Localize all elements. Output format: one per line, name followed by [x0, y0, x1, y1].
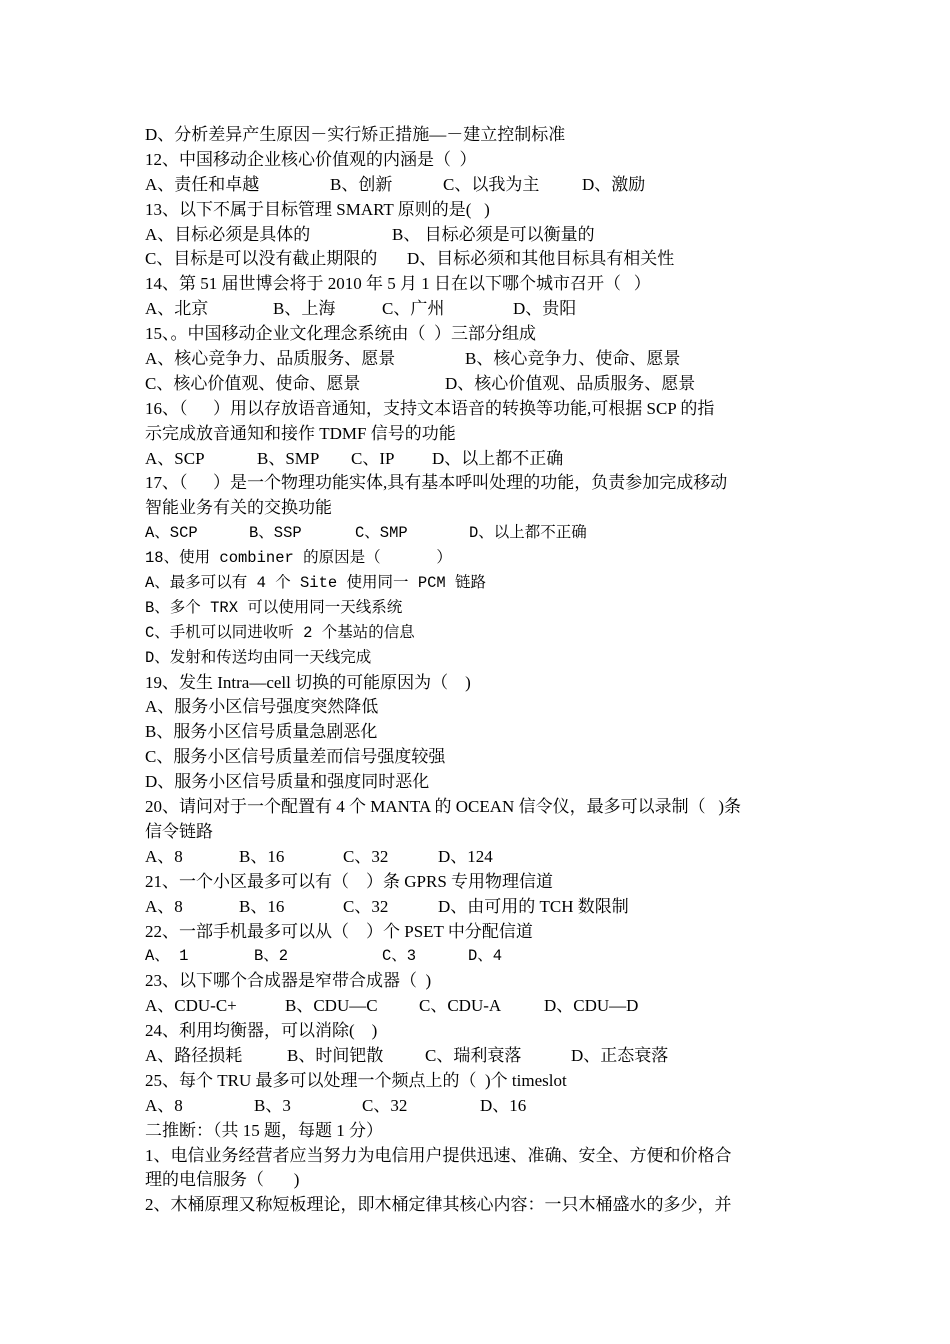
answer-option: D、目标必须和其他目标具有相关性 [407, 249, 675, 269]
text-line: 13、以下不属于目标管理 SMART 原则的是( ) [145, 199, 490, 219]
answer-option: B、SSP [249, 524, 302, 543]
text-line: 示完成放音通知和接作 TDMF 信号的功能 [145, 423, 456, 443]
answer-option: C、IP [351, 448, 395, 468]
answer-option: C、以我为主 [443, 174, 540, 194]
document-body [145, 123, 810, 1218]
answer-option: C、广州 [382, 299, 445, 319]
option-row [145, 347, 810, 372]
text-line: A、最多可以有 4 个 Site 使用同一 PCM 链路 [145, 574, 487, 593]
text-line: 19、发生 Intra—cell 切换的可能原因为（ ) [145, 672, 471, 692]
text-line: 1、电信业务经营者应当努力为电信用户提供迅速、准确、安全、方便和价格合 [145, 1145, 732, 1165]
option-row [145, 372, 810, 397]
text-line: 20、请问对于一个配置有 4 个 MANTA 的 OCEAN 信令仪，最多可以录制（ )条 [145, 797, 741, 817]
text-line: 理的电信服务（ ) [145, 1170, 300, 1190]
answer-option: B、核心竞争力、使命、愿景 [465, 349, 681, 369]
answer-option: C、32 [343, 846, 389, 866]
option-row [145, 895, 810, 920]
answer-option: A、目标必须是具体的 [145, 224, 311, 244]
answer-option: B、上海 [273, 299, 336, 319]
text-line: 22、一部手机最多可以从（ ）个 PSET 中分配信道 [145, 921, 533, 941]
answer-option: D、激励 [582, 174, 646, 194]
option-row [145, 994, 810, 1019]
answer-option: C、核心价值观、使命、愿景 [145, 373, 361, 393]
text-line: A、服务小区信号强度突然降低 [145, 697, 379, 717]
answer-option: A、 1 [145, 947, 189, 966]
answer-option: B、16 [239, 896, 285, 916]
answer-option: A、8 [145, 1095, 183, 1115]
answer-option: B、时间钯散 [287, 1045, 384, 1065]
answer-option: C、3 [382, 947, 417, 966]
answer-option: D、贵阳 [513, 299, 577, 319]
answer-option: C、32 [343, 896, 389, 916]
answer-option: B、CDU—C [285, 996, 378, 1016]
answer-option: A、8 [145, 846, 183, 866]
answer-option: C、SMP [355, 524, 408, 543]
option-row [145, 845, 810, 870]
answer-option: B、SMP [257, 448, 320, 468]
text-line: 12、中国移动企业核心价值观的内涵是（ ） [145, 149, 477, 169]
answer-option: A、核心竞争力、品质服务、愿景 [145, 349, 396, 369]
option-row [145, 447, 810, 472]
answer-option: A、路径损耗 [145, 1045, 243, 1065]
text-line: 17、（ ）是一个物理功能实体,具有基本呼叫处理的功能，负责参加完成移动 [145, 473, 728, 493]
answer-option: B、16 [239, 846, 285, 866]
answer-option: C、瑞利衰落 [425, 1045, 522, 1065]
text-line: B、多个 TRX 可以使用同一天线系统 [145, 598, 403, 617]
answer-option: D、核心价值观、品质服务、愿景 [445, 373, 696, 393]
text-line: 15、。中国移动企业文化理念系统由（ ）三部分组成 [145, 324, 536, 344]
answer-option: D、以上都不正确 [469, 524, 587, 543]
text-line: 24、利用均衡器，可以消除( ) [145, 1021, 378, 1041]
answer-option: D、CDU—D [544, 996, 639, 1016]
text-line: 21、一个小区最多可以有（ ）条 GPRS 专用物理信道 [145, 871, 554, 891]
answer-option: D、正态衰落 [571, 1045, 669, 1065]
text-line: 2、木桶原理又称短板理论，即木桶定律其核心内容：一只木桶盛水的多少，并 [145, 1195, 732, 1215]
answer-option: A、CDU-C+ [145, 996, 237, 1016]
text-line: D、服务小区信号质量和强度同时恶化 [145, 772, 430, 792]
option-row [145, 944, 810, 969]
answer-option: C、目标是可以没有截止期限的 [145, 249, 378, 269]
text-line: 二推断：（共 15 题，每题 1 分） [145, 1120, 383, 1140]
answer-option: C、32 [362, 1095, 408, 1115]
text-line: 智能业务有关的交换功能 [145, 498, 332, 518]
text-line: D、分析差异产生原因－实行矫正措施—－建立控制标准 [145, 125, 566, 144]
answer-option: A、北京 [145, 299, 209, 319]
answer-option: D、4 [468, 947, 503, 966]
answer-option: B、 目标必须是可以衡量的 [392, 224, 595, 244]
text-line: C、服务小区信号质量差而信号强度较强 [145, 747, 446, 767]
answer-option: B、2 [254, 947, 289, 966]
option-row [145, 297, 810, 322]
answer-option: A、SCP [145, 524, 198, 543]
answer-option: A、8 [145, 896, 183, 916]
text-line: 信令链路 [145, 821, 213, 841]
text-line: C、手机可以同进收听 2 个基站的信息 [145, 623, 415, 642]
option-row [145, 1094, 810, 1119]
text-line: 16、（ ）用以存放语音通知，支持文本语音的转换等功能,可根据 SCP 的指 [145, 398, 715, 418]
text-line: 14、第 51 届世博会将于 2010 年 5 月 1 日在以下哪个城市召开（ ） [145, 274, 651, 294]
text-line: D、发射和传送均由同一天线完成 [145, 648, 372, 667]
answer-option: D、以上都不正确 [432, 448, 564, 468]
option-row [145, 247, 810, 272]
option-row [145, 1044, 810, 1069]
option-row [145, 223, 810, 248]
text-line: 25、每个 TRU 最多可以处理一个频点上的（ )个 timeslot [145, 1070, 567, 1090]
answer-option: D、由可用的 TCH 数限制 [438, 896, 629, 916]
answer-option: B、3 [254, 1095, 291, 1115]
option-row [145, 521, 810, 546]
answer-option: D、16 [480, 1095, 527, 1115]
text-line: B、服务小区信号质量急剧恶化 [145, 722, 378, 742]
answer-option: A、责任和卓越 [145, 174, 260, 194]
text-line: 18、使用 combiner 的原因是（ ） [145, 549, 452, 568]
text-line: 23、以下哪个合成器是窄带合成器（ ) [145, 971, 432, 991]
option-row [145, 173, 810, 198]
answer-option: C、CDU-A [419, 996, 502, 1016]
answer-option: B、创新 [330, 174, 393, 194]
answer-option: D、124 [438, 846, 493, 866]
answer-option: A、SCP [145, 448, 205, 468]
